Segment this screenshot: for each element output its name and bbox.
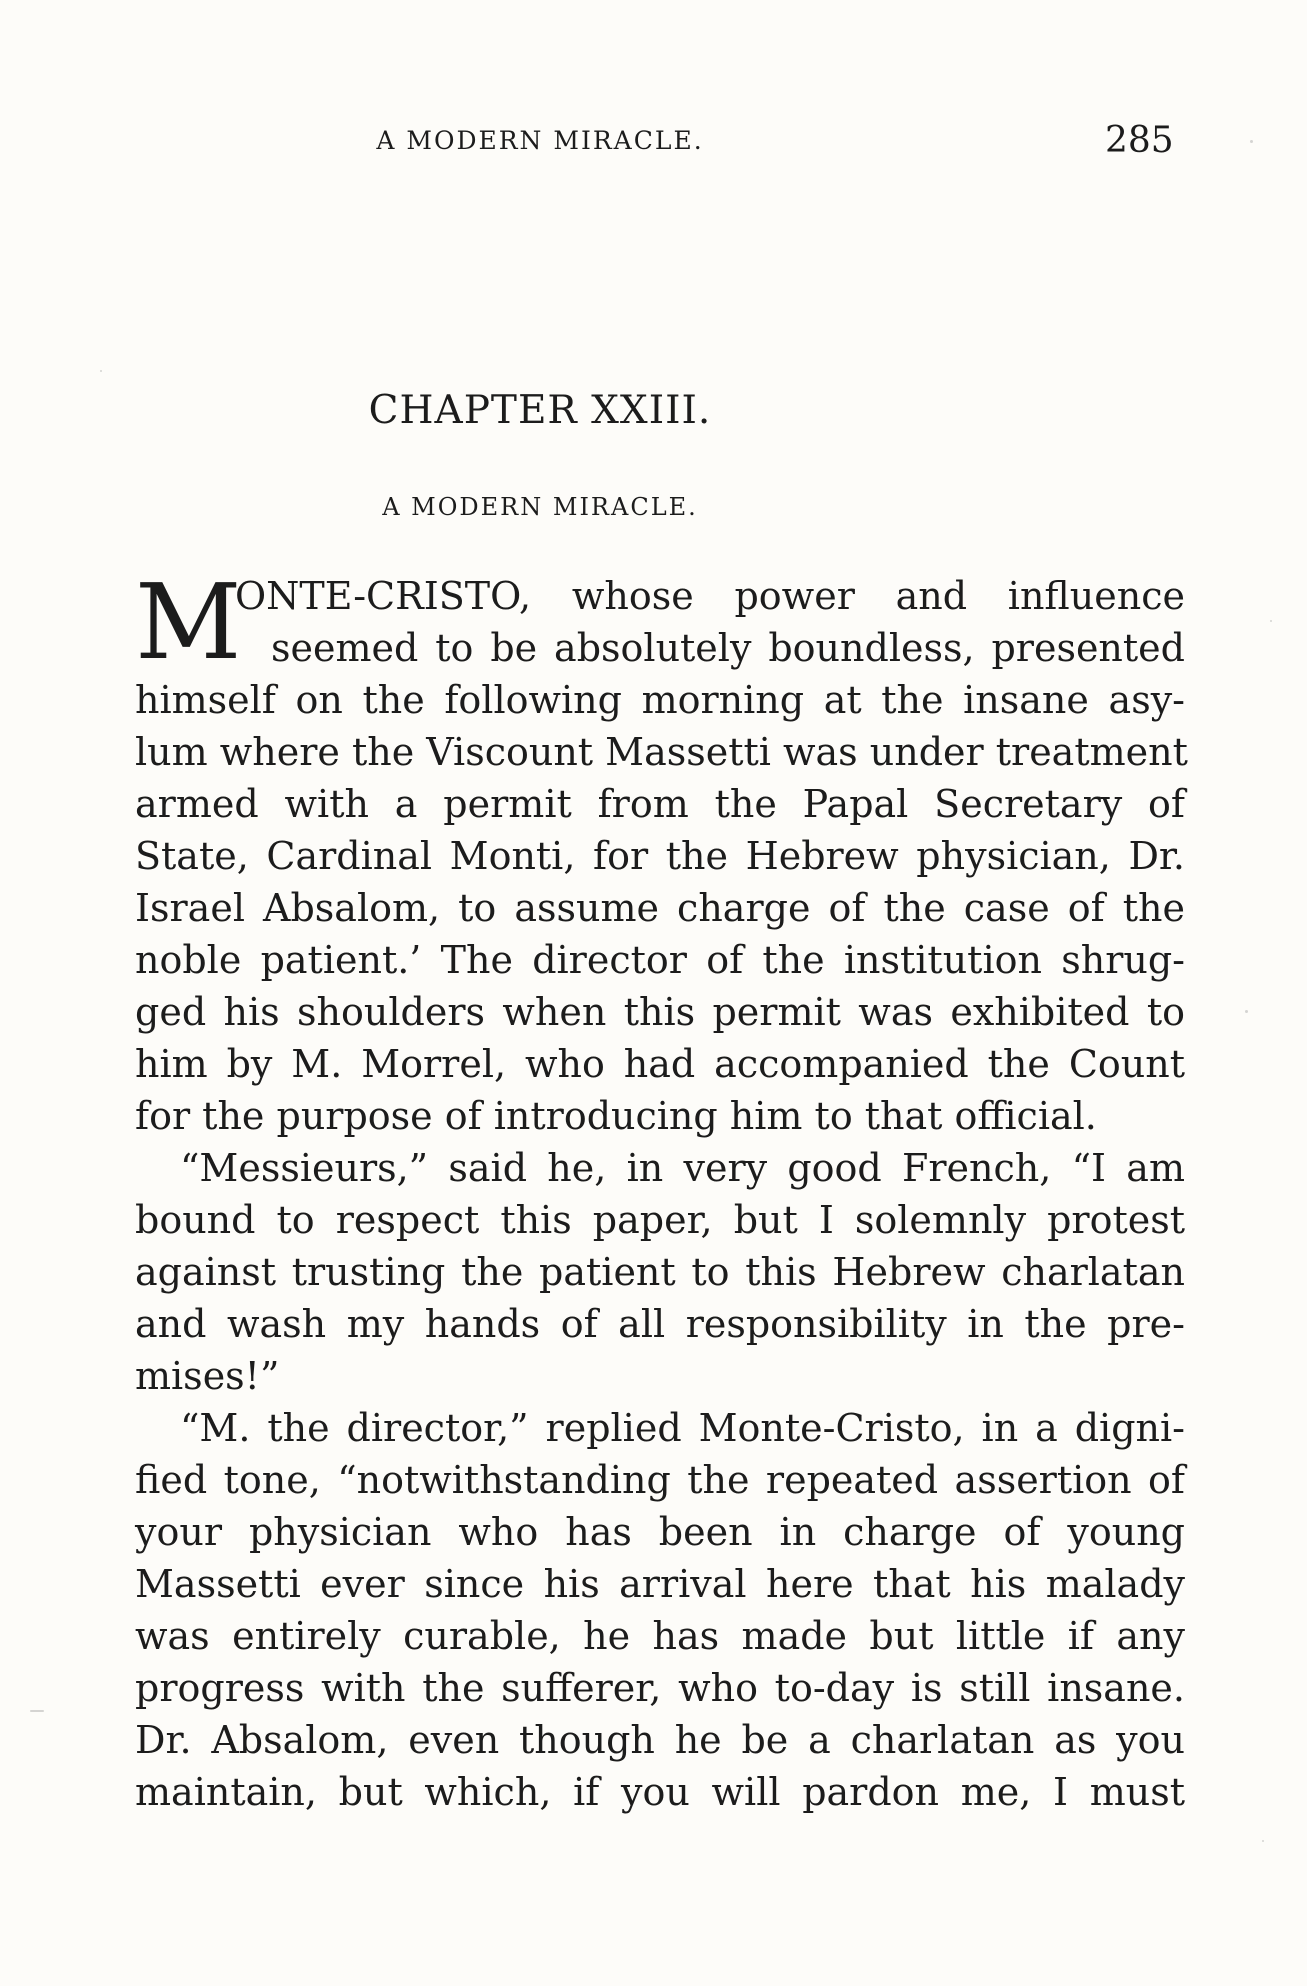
running-title: A MODERN MIRACLE. bbox=[376, 126, 704, 155]
paper-speck bbox=[1270, 620, 1272, 622]
text-line: and wash my hands of all responsibility in the pre- bbox=[135, 1302, 1185, 1346]
text-line: ged his shoulders when this permit was exhibited to bbox=[135, 990, 1185, 1034]
paper-speck bbox=[100, 370, 102, 372]
text-line: maintain, but which, if you will pardon me, I must bbox=[135, 1770, 1185, 1814]
running-head bbox=[0, 120, 1307, 160]
text-line: was entirely curable, he has made but little if any bbox=[135, 1614, 1185, 1658]
opening-lines bbox=[135, 561, 1185, 683]
paper-speck bbox=[30, 1710, 44, 1712]
drop-cap: M bbox=[135, 561, 242, 683]
text-line: lum where the Viscount Massetti was under treatment bbox=[135, 730, 1188, 774]
text-line: Israel Absalom, to assume charge of the case of the bbox=[135, 886, 1185, 930]
text-line: progress with the sufferer, who to-day is still insane. bbox=[135, 1666, 1185, 1710]
page-number: 285 bbox=[1105, 120, 1174, 161]
chapter-subtitle: A MODERN MIRACLE. bbox=[382, 493, 698, 521]
text-line: “M. the director,” replied Monte-Cristo, in a digni- bbox=[180, 1406, 1185, 1450]
paper-speck bbox=[1262, 1840, 1264, 1842]
paper-speck bbox=[1245, 1010, 1248, 1013]
text-line: Dr. Absalom, even though he be a charlatan as you bbox=[135, 1718, 1185, 1762]
text-line: against trusting the patient to this Hebrew charlatan bbox=[135, 1250, 1185, 1294]
text-line: Massetti ever since his arrival here that his malady bbox=[135, 1562, 1185, 1606]
chapter-title: CHAPTER XXIII. bbox=[368, 388, 712, 433]
text-line: ONTE-CRISTO, whose power and influence bbox=[235, 574, 1185, 618]
text-line: your physician who has been in charge of young bbox=[135, 1510, 1185, 1554]
text-line: “Messieurs,” said he, in very good French, “I am bbox=[180, 1146, 1185, 1190]
text-line: mises!” bbox=[135, 1354, 280, 1398]
text-line: State, Cardinal Monti, for the Hebrew physician, Dr. bbox=[135, 834, 1185, 878]
paper-speck bbox=[1250, 140, 1253, 143]
text-line: seemed to be absolutely boundless, presented bbox=[271, 626, 1185, 670]
text-line: himself on the following morning at the insane asy- bbox=[135, 678, 1185, 722]
body-text bbox=[135, 561, 1188, 1818]
text-line: noble patient.’ The director of the institution shrug- bbox=[135, 938, 1185, 982]
text-line: fied tone, “notwithstanding the repeated assertion of bbox=[135, 1458, 1185, 1502]
text-line: bound to respect this paper, but I solemnly protest bbox=[135, 1198, 1185, 1242]
text-line: him by M. Morrel, who had accompanied the Count bbox=[135, 1042, 1185, 1086]
text-line: for the purpose of introducing him to that official. bbox=[135, 1094, 1097, 1138]
text-line: armed with a permit from the Papal Secretary of bbox=[135, 782, 1185, 826]
